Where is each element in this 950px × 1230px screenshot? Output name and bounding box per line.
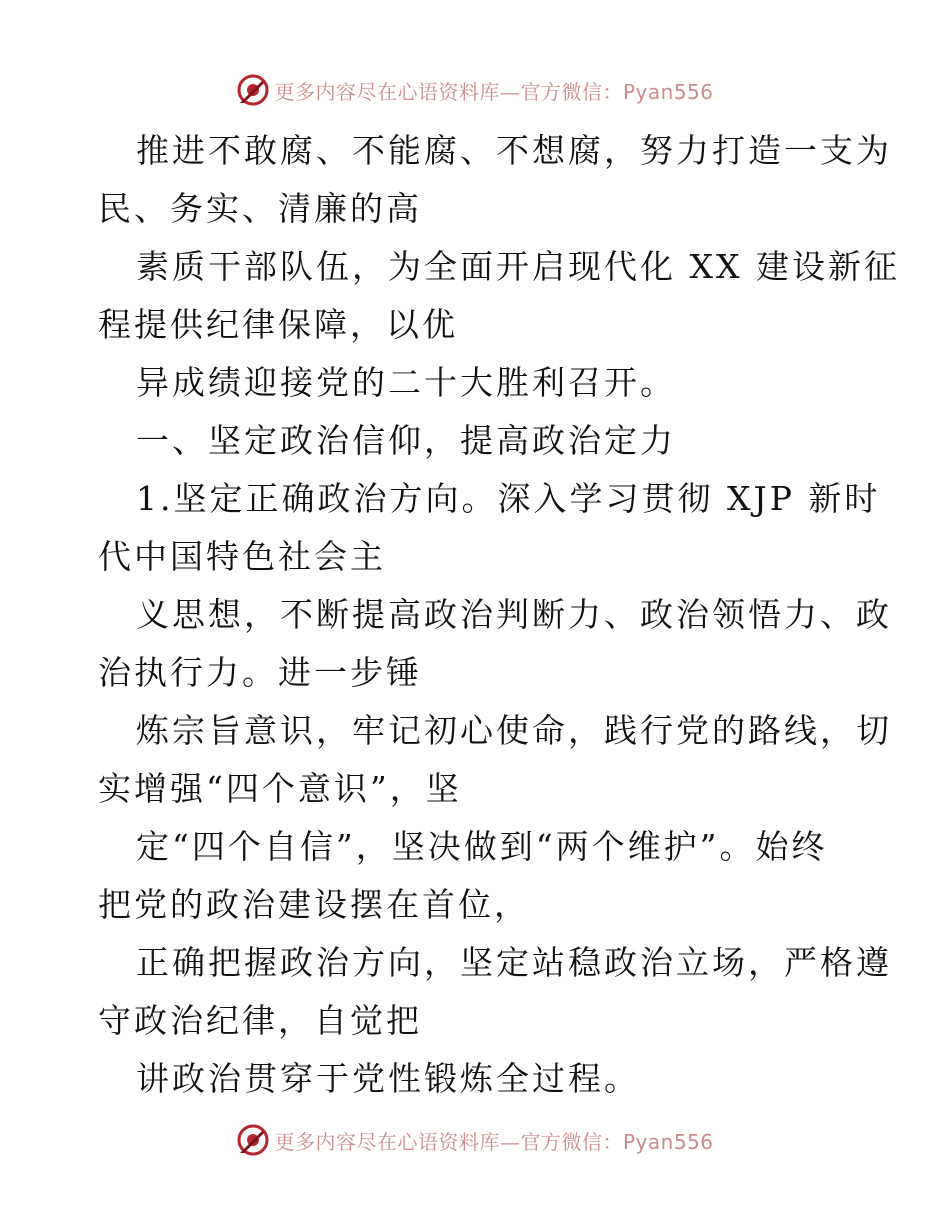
text-line: 讲政治贯穿于党性锻炼全过程。	[136, 1059, 640, 1098]
text-line: 义思想，不断提高政治判断力、政治领悟力、政	[136, 595, 892, 634]
header-banner	[0, 70, 950, 110]
footer-banner-text	[274, 1126, 713, 1155]
header-banner-text	[274, 76, 713, 105]
footer-banner-label: 更多内容尽在心语资料库—官方微信：	[274, 1129, 623, 1154]
quill-seal-logo-icon	[236, 73, 270, 107]
text-line: 一、坚定政治信仰，提高政治定力	[136, 421, 676, 460]
quill-seal-logo-icon	[236, 1123, 270, 1157]
text-line: 异成绩迎接党的二十大胜利召开。	[136, 363, 676, 402]
text-line: 治执行力。进一步锤	[98, 653, 422, 692]
text-line: 素质干部队伍，为全面开启现代化 XX 建设新征	[136, 247, 900, 286]
footer-wechat-id: Pyan556	[622, 1129, 714, 1154]
text-line: 把党的政治建设摆在首位，	[98, 885, 530, 924]
document-body	[98, 122, 900, 1108]
text-line: 1.坚定正确政治方向。深入学习贯彻 XJP 新时	[136, 479, 881, 518]
header-wechat-id: Pyan556	[622, 79, 714, 104]
header-banner-label: 更多内容尽在心语资料库—官方微信：	[274, 79, 623, 104]
text-line: 炼宗旨意识，牢记初心使命，践行党的路线，切	[136, 711, 892, 750]
text-line: 推进不敢腐、不能腐、不想腐，努力打造一支为	[136, 131, 892, 170]
text-line: 程提供纪律保障，以优	[98, 305, 458, 344]
text-line: 正确把握政治方向，坚定站稳政治立场，严格遵	[136, 943, 892, 982]
text-line: 定“四个自信”，坚决做到“两个维护”。始终	[136, 827, 828, 866]
text-line: 守政治纪律，自觉把	[98, 1001, 422, 1040]
footer-banner	[0, 1120, 950, 1160]
text-line: 代中国特色社会主	[98, 537, 386, 576]
text-line: 实增强“四个意识”，坚	[98, 769, 462, 808]
text-line: 民、务实、清廉的高	[98, 189, 422, 228]
